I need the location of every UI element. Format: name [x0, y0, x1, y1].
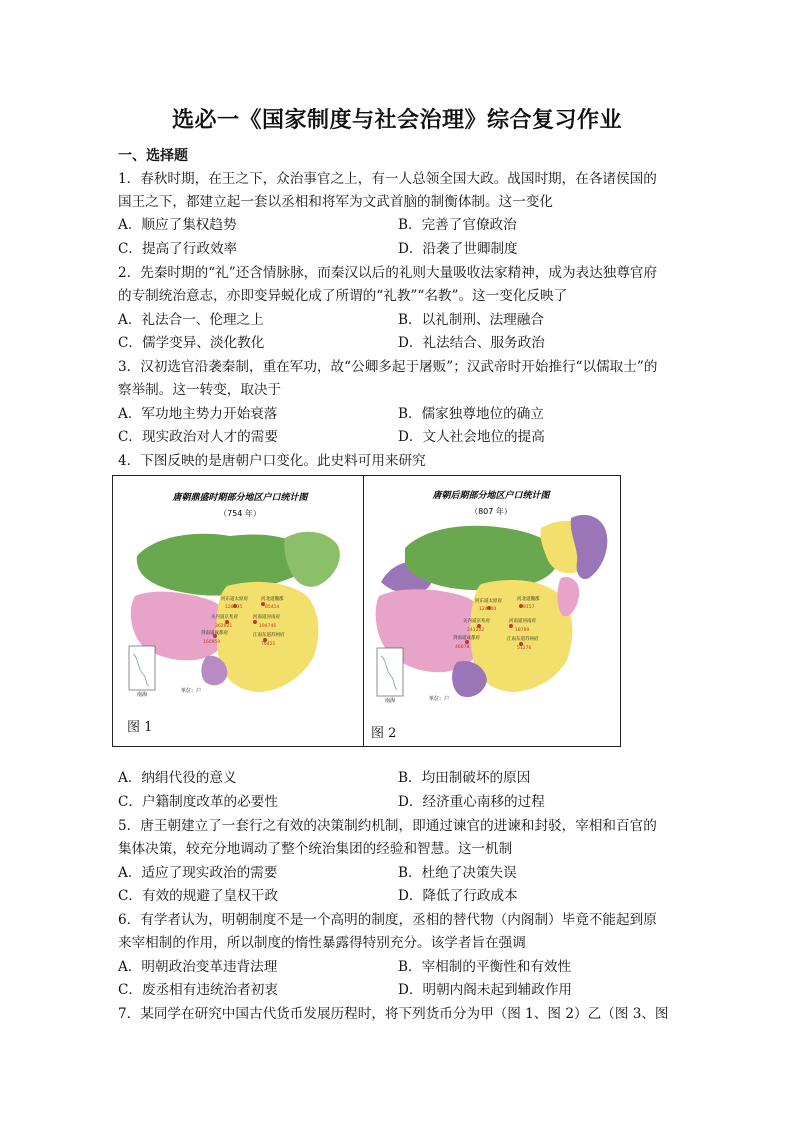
map-754-inset-label: 南海: [136, 692, 148, 698]
question-3-option-b: B．儒家独尊地位的确立: [398, 406, 544, 422]
question-1-text-line-2: 国王之下，都建立起一套以丞相和将军为文武首脑的制衡体制。这一变化: [118, 194, 553, 210]
map-807-marker-henan: [509, 624, 513, 628]
section-heading: 一、选择题: [118, 148, 188, 164]
map-807-unit: 单位：户: [429, 696, 450, 702]
map-807: [365, 478, 619, 744]
question-6-text-line-1: 6．有学者认为，明朝制度不是一个高明的制度，丞相的替代物（内阁制）毕竟不能起到原: [118, 912, 657, 928]
map-807-place-2: 河北道魏郡: [517, 597, 540, 602]
map-754-year: （754 年）: [219, 509, 261, 518]
map-754-place-4: 河南道河南府: [253, 615, 280, 620]
map-754-unit: 单位：户: [181, 688, 202, 694]
map-754-marker-henan: [253, 620, 257, 624]
question-4-option-a: A．纳绢代役的意义: [118, 770, 237, 786]
map-807-value-5: 46078: [455, 645, 470, 650]
map-754-value-4: 194746: [259, 624, 277, 629]
question-5-option-d: D．降低了行政成本: [398, 888, 518, 904]
question-5-option-c: C．有效的规避了皇权干政: [118, 888, 278, 904]
question-1-option-a: A．顺应了集权趋势: [118, 217, 237, 233]
map-754-inset: [129, 646, 155, 690]
question-6-option-b: B．宰相制的平衡性和有效性: [398, 959, 572, 975]
map-807-value-4: 18799: [515, 628, 530, 633]
question-1-option-b: B．完善了官僚政治: [398, 217, 517, 233]
question-5-text-line-2: 集体决策，较充分地调动了整个统治集团的经验和智慧。这一机制: [118, 841, 513, 857]
tang-census-figure: [112, 475, 621, 747]
map-754-value-1: 128935: [225, 605, 243, 610]
map-754: [115, 478, 361, 744]
map-807-title: 唐朝后期部分地区户口统计图: [432, 491, 550, 501]
map-807-value-2: 8157: [523, 605, 535, 610]
map-807-value-6: 51276: [517, 646, 532, 651]
question-6-option-a: A．明朝政治变革违背法理: [118, 959, 278, 975]
question-2-text-line-1: 2．先秦时期的“礼”还含情脉脉，而秦汉以后的礼则大量吸收法家精神，成为表达独尊官府: [118, 265, 658, 281]
question-4-text-line-1: 4．下图反映的是唐朝户口变化。此史料可用来研究: [118, 453, 426, 469]
map-754-place-2: 河北道魏郡: [261, 597, 284, 602]
map-807-place-3: 关内道京兆府: [463, 619, 490, 624]
question-3-text-line-2: 察举制。这一转变，取决于: [118, 382, 282, 398]
map-807-svg: [365, 478, 619, 744]
map-754-value-2: 85454: [265, 605, 280, 610]
question-3-text-line-1: 3．汉初选官沿袭秦制，重在军功，故“公卿多起于屠贩”；汉武帝时开始推行“以儒取士”的: [118, 359, 658, 375]
question-2-option-d: D．礼法结合、服务政治: [398, 335, 545, 351]
map-807-year: （807 年）: [470, 507, 512, 516]
question-6-option-c: C．废丞相有违统治者初衷: [118, 982, 278, 998]
figure-divider: [363, 476, 364, 746]
question-7-text-line-1: 7．某同学在研究中国古代货币发展历程时，将下列货币分为甲（图 1、图 2）乙（图 3、图: [118, 1006, 669, 1022]
question-2-option-b: B．以礼制刑、法理融合: [398, 312, 544, 328]
question-2-option-a: A．礼法合一、伦理之上: [118, 312, 264, 328]
map-807-place-6: 江南东道苏州府: [507, 637, 539, 642]
question-4-option-c: C．户籍制度改革的必要性: [118, 794, 278, 810]
question-1-option-d: D．沿袭了世卿制度: [398, 241, 518, 257]
question-4-option-b: B．均田制破坏的原因: [398, 770, 531, 786]
map-807-inset: [377, 648, 403, 696]
map-754-place-1: 河东道太原府: [221, 597, 248, 602]
map-754-place-5: 剑南道成都府: [201, 631, 228, 636]
map-754-svg: [115, 478, 361, 744]
map-754-place-6: 江南东道苏州府: [253, 633, 285, 638]
question-4-option-d: D．经济重心南移的过程: [398, 794, 545, 810]
map-807-place-4: 河南道河南府: [509, 619, 536, 624]
map-807-value-1: 124000: [479, 607, 497, 612]
question-1-option-c: C．提高了行政效率: [118, 241, 238, 257]
question-5-option-a: A．适应了现实政治的需要: [118, 865, 278, 881]
question-5-text-line-1: 5．唐王朝建立了一套行之有效的决策制约机制，即通过谏官的进谏和封驳，宰相和百官的: [118, 818, 657, 834]
map-807-north-region: [405, 526, 558, 590]
question-5-option-b: B．杜绝了决策失误: [398, 865, 517, 881]
question-2-option-c: C．儒学变异、淡化教化: [118, 335, 265, 351]
map-807-place-1: 河东道太原府: [475, 599, 502, 604]
question-2-text-line-2: 的专制统治意志，亦即变异蜕化成了所谓的“礼教”“名教”。这一变化反映了: [118, 288, 568, 304]
map-754-value-3: 362921: [215, 624, 233, 629]
page-title: 选必一《国家制度与社会治理》综合复习作业: [171, 107, 622, 133]
map-807-place-5: 剑南道成都府: [453, 636, 480, 641]
question-1-text-line-1: 1．春秋时期，在王之下，众治事官之上，有一人总领全国大政。战国时期，在各诸侯国的: [118, 171, 657, 187]
map-754-figure-label: 图 1: [127, 720, 153, 735]
map-807-value-3: 241202: [467, 628, 485, 633]
map-754-title: 唐朝鼎盛时期部分地区户口统计图: [172, 493, 308, 503]
question-3-option-c: C．现实政治对人才的需要: [118, 429, 278, 445]
question-6-text-line-2: 来宰相制的作用，所以制度的惰性暴露得特别充分。该学者旨在强调: [118, 935, 526, 951]
map-754-value-6: 76421: [261, 642, 276, 647]
map-807-figure-label: 图 2: [371, 726, 397, 741]
question-3-option-d: D．文人社会地位的提高: [398, 429, 545, 445]
map-807-inset-label: 南海: [384, 698, 396, 704]
map-754-value-5: 160950: [203, 640, 221, 645]
question-6-option-d: D．明朝内阁未起到辅政作用: [398, 982, 573, 998]
map-754-place-3: 关内道京兆府: [211, 615, 238, 620]
question-3-option-a: A．军功地主势力开始衰落: [118, 406, 278, 422]
